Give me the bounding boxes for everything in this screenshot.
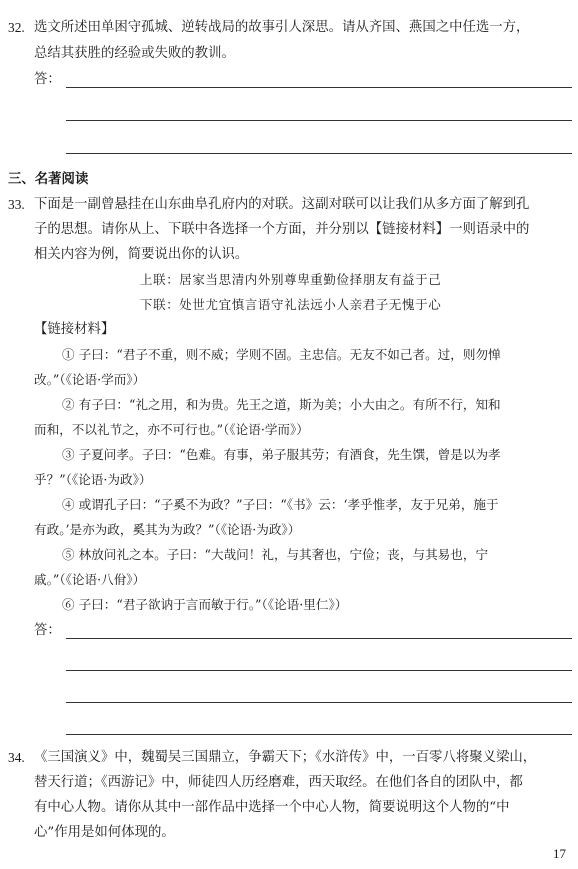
quote-2-line-2: 而和，不以礼节之，亦不可行也。”（《论语·学而》）: [34, 422, 309, 437]
page-number: 17: [553, 846, 566, 861]
quote-5-line-1: ⑤ 林放问礼之本。子曰：“大哉问！礼，与其奢也，宁俭；丧，与其易也，宁: [62, 547, 489, 562]
quote-4-line-2: 有政。’是亦为政，奚其为为政？”（《论语·为政》）: [34, 522, 301, 537]
question-33-text-line-3: 相关内容为例，简要说出你的认识。: [34, 247, 249, 262]
section-3-title: 三、名著阅读: [8, 172, 89, 187]
question-34-number: 34.: [8, 750, 25, 765]
quote-4-line-1: ④ 或谓孔子曰：“子奚不为政？”子曰：“《书》云：‘孝乎惟孝，友于兄弟，施于: [62, 497, 499, 512]
quote-3-line-1: ③ 子夏问孝。子曰：“色难。有事，弟子服其劳；有酒食，先生馔，曾是以为孝: [62, 447, 501, 462]
quote-5-line-2: 戚。”（《论语·八佾》）: [34, 572, 146, 587]
question-32-answer-line-1[interactable]: [66, 87, 572, 88]
question-32-number: 32.: [8, 20, 25, 35]
question-33-answer-label: 答：: [34, 623, 61, 638]
question-33-answer-line-3[interactable]: [66, 702, 572, 703]
question-33-answer-line-4[interactable]: [66, 734, 572, 735]
question-32-answer-line-3[interactable]: [66, 153, 572, 154]
question-32-text-line-1: 选文所述田单困守孤城、逆转战局的故事引人深思。请从齐国、燕国之中任选一方，: [34, 20, 530, 35]
question-33-text-line-1: 下面是一副曾悬挂在山东曲阜孔府内的对联。这副对联可以让我们从多方面了解到孔: [34, 197, 530, 212]
quote-1-line-2: 改。”（《论语·学而》）: [34, 372, 146, 387]
question-34-text-line-3: 有中心人物。请你从其中一部作品中选择一个中心人物，简要说明这个人物的“中: [34, 800, 510, 815]
question-33-answer-line-2[interactable]: [66, 670, 572, 671]
question-33-number: 33.: [8, 197, 25, 212]
quote-1-line-1: ① 子曰：“君子不重，则不威；学则不固。主忠信。无友不如己者。过，则勿惮: [62, 347, 501, 362]
question-32-answer-label: 答：: [34, 72, 61, 87]
linked-material-title: 【链接材料】: [34, 322, 115, 337]
question-33-answer-line-1[interactable]: [66, 638, 572, 639]
question-34-text-line-1: 《三国演义》中，魏蜀吴三国鼎立，争霸天下；《水浒传》中，一百零八将聚义梁山，: [34, 750, 537, 765]
question-34-text-line-4: 心”作用是如何体现的。: [34, 825, 175, 840]
question-34-text-line-2: 替天行道；《西游记》中，师徒四人历经磨难，西天取经。在他们各自的团队中，都: [34, 775, 523, 790]
couplet-lower: 下联：处世尤宜慎言语守礼法远小人亲君子无愧于心: [140, 297, 442, 312]
quote-6-line-1: ⑥ 子曰：“君子欲讷于言而敏于行。”（《论语·里仁》）: [62, 597, 348, 612]
quote-2-line-1: ② 有子曰：“礼之用，和为贵。先王之道，斯为美；小大由之。有所不行，知和: [62, 397, 501, 412]
question-32-answer-line-2[interactable]: [66, 120, 572, 121]
couplet-upper: 上联：居家当思清内外别尊卑重勤俭择朋友有益于己: [140, 272, 442, 287]
question-33-text-line-2: 子的思想。请你从上、下联中各选择一个方面，并分别以【链接材料】一则语录中的: [34, 222, 530, 237]
question-32-text-line-2: 总结其获胜的经验或失败的教训。: [34, 46, 235, 61]
quote-3-line-2: 乎？”（《论语·为政》）: [34, 472, 152, 487]
